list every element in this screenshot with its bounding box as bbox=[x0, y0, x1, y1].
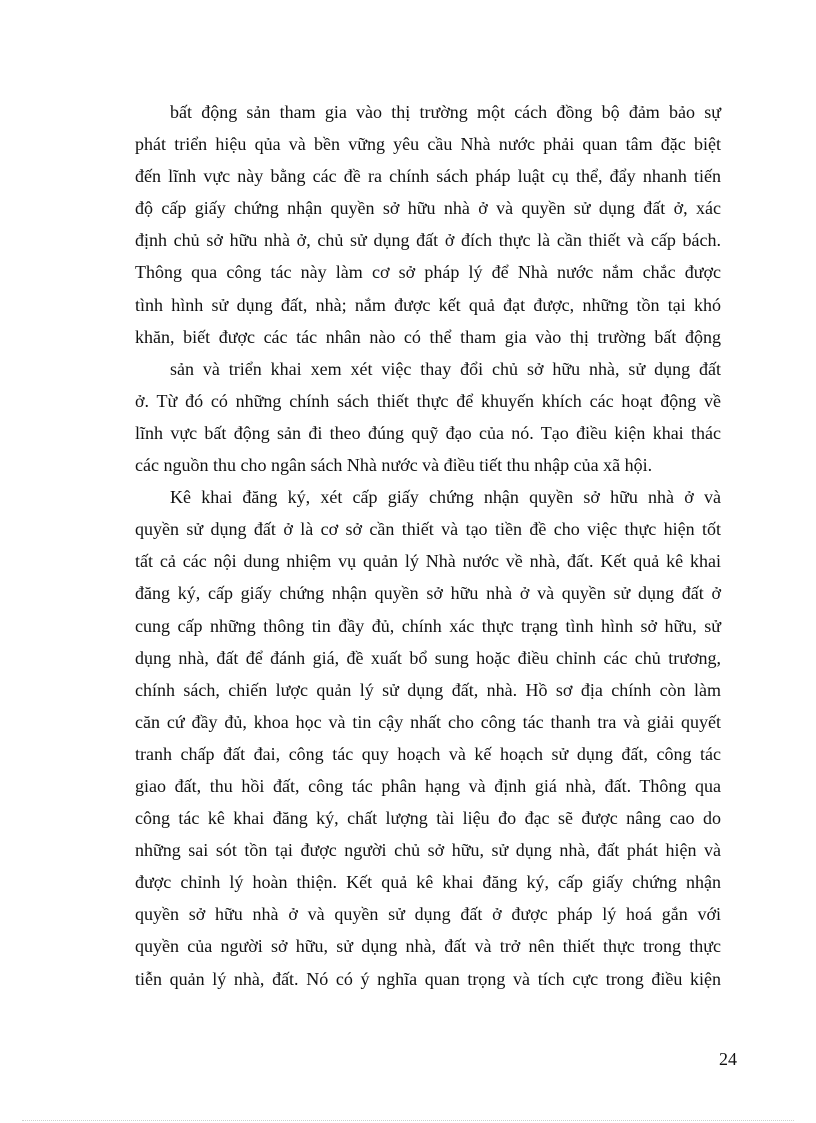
text-line: lĩnh vực bất động sản đi theo đúng quỹ đạo của nó. Tạo điều kiện khai thác bbox=[135, 422, 721, 443]
text-line: đăng ký, cấp giấy chứng nhận quyền sở hữu nhà ở và quyền sử dụng đất ở bbox=[135, 583, 721, 604]
body-text bbox=[135, 96, 721, 995]
text-line: khăn, biết được các tác nhân nào có thể tham gia vào thị trường bất động bbox=[135, 326, 721, 347]
text-line: những sai sót tồn tại được người chủ sở hữu, sử dụng nhà, đất phát hiện và bbox=[135, 840, 721, 861]
text-line: giao đất, thu hồi đất, công tác phân hạng và định giá nhà, đất. Thông qua bbox=[135, 775, 721, 796]
text-line: căn cứ đầy đủ, khoa học và tin cậy nhất cho công tác thanh tra và giải quyết bbox=[135, 711, 721, 732]
text-line: quyền của người sở hữu, sử dụng nhà, đất và trở nên thiết thực trong thực bbox=[135, 936, 721, 957]
text-line: đến lĩnh vực này bằng các đề ra chính sách pháp luật cụ thể, đẩy nhanh tiến bbox=[135, 166, 721, 187]
text-line: dụng nhà, đất để đánh giá, đề xuất bổ sung hoặc điều chỉnh các chủ trương, bbox=[135, 647, 721, 668]
text-line: phát triển hiệu qủa và bền vững yêu cầu Nhà nước phải quan tâm đặc biệt bbox=[135, 134, 721, 155]
text-line: chính sách, chiến lược quản lý sử dụng đất, nhà. Hồ sơ địa chính còn làm bbox=[135, 679, 721, 700]
text-line: định chủ sở hữu nhà ở, chủ sử dụng đất ở đích thực là cần thiết và cấp bách. bbox=[135, 230, 721, 251]
text-line: tất cả các nội dung nhiệm vụ quản lý Nhà nước về nhà, đất. Kết quả kê khai bbox=[135, 551, 721, 572]
text-line: Kê khai đăng ký, xét cấp giấy chứng nhận quyền sở hữu nhà ở và bbox=[170, 487, 721, 508]
text-line: ở. Từ đó có những chính sách thiết thực để khuyến khích các hoạt động về bbox=[135, 390, 721, 411]
text-line: quyền sử dụng đất ở là cơ sở cần thiết và tạo tiền đề cho việc thực hiện tốt bbox=[135, 519, 721, 540]
text-line: sản và triển khai xem xét việc thay đổi chủ sở hữu nhà, sử dụng đất bbox=[170, 358, 721, 379]
text-line: tranh chấp đất đai, công tác quy hoạch và kế hoạch sử dụng đất, công tác bbox=[135, 743, 721, 764]
text-line: quyền sở hữu nhà ở và quyền sử dụng đất ở được pháp lý hoá gắn với bbox=[135, 904, 721, 925]
text-line: độ cấp giấy chứng nhận quyền sở hữu nhà ở và quyền sử dụng đất ở, xác bbox=[135, 198, 721, 219]
text-line: tình hình sử dụng đất, nhà; nắm được kết quả đạt được, những tồn tại khó bbox=[135, 294, 721, 315]
text-line: bất động sản tham gia vào thị trường một cách đồng bộ đảm bảo sự bbox=[170, 102, 721, 122]
text-line: cung cấp những thông tin đầy đủ, chính xác thực trạng tình hình sở hữu, sử bbox=[135, 615, 721, 636]
text-line: được chỉnh lý hoàn thiện. Kết quả kê khai đăng ký, cấp giấy chứng nhận bbox=[135, 872, 721, 893]
text-line: Thông qua công tác này làm cơ sở pháp lý để Nhà nước nắm chắc được bbox=[135, 262, 721, 283]
text-line: các nguồn thu cho ngân sách Nhà nước và điều tiết thu nhập của xã hội. bbox=[135, 455, 653, 476]
text-line: tiễn quản lý nhà, đất. Nó có ý nghĩa quan trọng và tích cực trong điều kiện bbox=[135, 968, 721, 989]
page-bottom-divider bbox=[22, 1120, 794, 1121]
page-number: 24 bbox=[719, 1049, 737, 1069]
text-line: công tác kê khai đăng ký, chất lượng tài liệu đo đạc sẽ được nâng cao do bbox=[135, 808, 721, 829]
